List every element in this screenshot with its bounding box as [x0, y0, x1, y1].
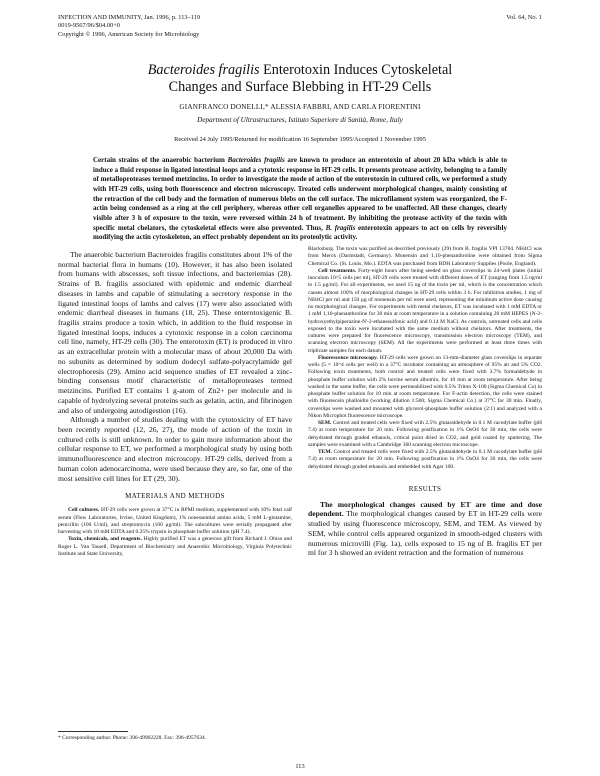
abstract-text-2: are known to produce an enterotoxin of about 20 kDa which is able to induce a fluid response in ligated intestinal loops and a cytotoxic response in HT-29 cells. It presents protease activity, belonging to a family of metalloproteases termed metzincins. In order to investigate the mode of action of the enterotoxin in cultured cells, we performed a study with HT-29 cells, using both fluorescence and electron microscopy. Treated cells underwent morphological changes, mainly consisting of the retraction of the cell body and the formation of numerous blebs on the cell surface. The microfilament system was reorganized, the F-actin being condensed as a ring at the cell periphery, whereas other cell organelles appeared to be unaffected. All these changes, clearly visible after 3 h of exposure to the toxin, were reversed within 24 h of treatment. By inhibiting the protease activity of the toxin with specific metal chelators, the cytoskeletal effects were also prevented. Thus, [93, 156, 507, 232]
issn-line: 0019-9567/96/$04.00+0 [58, 22, 121, 30]
right-column [308, 246, 542, 558]
tem-text: Control and treated cells were fixed with 2.5% glutaraldehyde in 0.1 M cacodylate buffer (pH 7.4) at room temperature for 20 min. Following postfixation in 1% OsO4 for 30 min, the cells were dehydrated through graded ethanols and embedded with Agar 100. [308, 449, 542, 470]
methods-heading: MATERIALS AND METHODS [125, 492, 225, 501]
toxin-head: Toxin, chemicals, and reagents. [68, 536, 142, 543]
abstract-text-3: enterotoxin appears to act on cells by reversibly modifying the actin cytoskeleton, an effect probably dependent on its proteolytic activity. [93, 223, 507, 242]
footnote-rule [58, 731, 128, 732]
cell-cultures-head: Cell cultures. [68, 507, 100, 514]
cell-cultures-text: HT-29 cells were grown at 37°C in RPMI medium, supplemented with 10% fetal calf serum (Flow Laboratories, Irvine, United Kingdom), 1% nonessential amino acids, 5 mM L-glutamine, penicillin (100 U/ml), and streptomycin (100 μg/ml). The subcultures were serially propagated after harvesting with 10 mM EDTA and 0.25% trypsin in phosphate buffer solution (pH 7.4). [58, 507, 293, 535]
volume-line: Vol. 64, No. 1 [506, 14, 542, 21]
results-text: The morphological changes caused by ET in HT-29 cells were studied by using fluorescence microscopy, SEM, and TEM. As viewed by SEM, while control cells appeared organized in smooth-edged clusters with numerous microvilli (Fig. 1a), cells exposed to 15 ng of B. fragilis ET per ml for 3 h showed an evident retraction and the formation of numerous [308, 509, 543, 558]
title-species: Bacteroides fragilis [147, 62, 260, 78]
journal-line: INFECTION AND IMMUNITY, Jan. 1996, p. 113–119 [58, 14, 201, 21]
tem-head: TEM. [318, 449, 332, 455]
cell-treatments-head: Cell treatments. [318, 267, 357, 274]
received-dates: Received 24 July 1995/Returned for modification 16 September 1995/Accepted 1 November 1995 [174, 136, 426, 143]
left-column [58, 250, 292, 558]
sem-paragraph [308, 420, 542, 449]
running-header [58, 14, 542, 39]
abstract-species-2: B. fragilis [325, 223, 356, 232]
author-list: GIANFRANCO DONELLI,* ALESSIA FABBRI, AND CARLA FIORENTINI [179, 103, 421, 111]
sem-head: SEM. [318, 420, 332, 426]
results-heading: RESULTS [408, 484, 442, 493]
cell-treatments-paragraph [308, 268, 542, 355]
continued-paragraph: Blacksburg. The toxin was purified as described previously (29) from B. fragilis VPI 13784. NH4Cl was from Merck (Darmstadt, Germany). Monensin and 1,10-phenanthroline were obtained from Sigma Chemical Co. (St. Louis, Mo.). EDTA was purchased from BDH Laboratory Supplies (Poole, England). [308, 246, 542, 267]
fluorescence-paragraph [308, 355, 542, 420]
toxin-paragraph [58, 536, 292, 558]
results-paragraph [308, 500, 542, 558]
affiliation: Department of Ultrastructures, Istituto Superiore di Sanità, Rome, Italy [197, 116, 403, 124]
abstract [93, 156, 507, 243]
intro-paragraph-2: Although a number of studies dealing with the cytotoxicity of ET have been recently reported (12, 26, 27), the mode of action of the toxin in cultured cells is still unknown. In order to gain more information about the cellular response to ET, we performed a morphological study by using both immunofluorescence and electron microscopy. HT-29 cells, derived from a human colon adenocarcinoma, were used because they are, so far, one of the most sensitive cell lines for ET (29, 30). [58, 415, 292, 483]
tem-paragraph [308, 449, 542, 471]
abstract-text-1: Certain strains of the anaerobic bacterium [93, 156, 228, 164]
copyright-line: Copyright © 1996, American Society for Microbiology [58, 30, 200, 38]
fluorescence-text: HT-29 cells were grown on 13-mm-diameter glass coverslips in separate wells (5 × 10^4 cells per well) in a 37°C incubator containing an atmosphere of 95% air and 5% CO2. Following toxin treatments, both control and treated cells were fixed with 3.7% formaldehyde in phosphate buffer solution with 2% bovine serum albumin, for 10 min at room temperature. After being washed in the same buffer, the cells were permeabilized with 0.5% Triton X-100 (Sigma Chemical Co) in phosphate buffer solution for 10 min at room temperature. For F-actin detection, the cells were stained with fluorescein phalloidin (working dilution 1:500; Sigma Chemical Co.) at 37°C for 30 min. Finally, coverslips were washed and mounted with glycerol-phosphate buffer solution (2:1) and analyzed with a Nikon Microphot fluorescence microscope. [308, 354, 542, 419]
page-number: 113 [295, 763, 305, 770]
cell-cultures-paragraph [58, 507, 292, 536]
abstract-species-1: Bacteroides fragilis [227, 156, 285, 164]
article-title [58, 62, 542, 96]
results-lead: The morphological changes caused by ET are time and dose dependent. [308, 499, 542, 519]
sem-text: Control and treated cells were fixed with 2.5% glutaraldehyde in 0.1 M cacodylate buffer (pH 7.4) at room temperature for 20 min. Following postfixation in 1% OsO4 for 30 min, the cells were dehydrated through graded ethanols, critical point dried in CO2, and gold coated by sputtering. The samples were examined with a Cambridge 360 scanning electron microscope. [308, 420, 543, 448]
title-rest: Enterotoxin Induces Cytoskeletal [263, 62, 453, 78]
cell-treatments-text: Forty-eight hours after being seeded on glass coverslips in 24-well plates (initial inoculum 10^5 cells per ml), HT-29 cells were treated with different doses of ET (ranging from 1.5 ng/ml to 1.5 μg/ml). For all experiments, we used 15 ng of the toxin per ml, which is the concentration which causes almost 100% of morphological changes in HT-29 cells within 3 h. For inhibition studies, 1 mg of NH4Cl per ml and 150 μg of monensin per ml were used, representing the minimum active dose causing no morphological changes. For experiments with metal chelators, ET was incubated with 1 mM EDTA or 1 mM 1,10-phenanthroline for 30 min at room temperature in a solution containing 20 mM HEPES (N-2-hydroxyethylpiperazine-N'-2-ethanesulfonic acid) and 0.14 M NaCl. As controls, untreated cells and cells exposed to the toxin were incubated with the same medium without chelators. After treatments, the cultures were prepared for fluorescence microscopy, transmission electron microscopy (TEM), and scanning electron microscopy (SEM). All the experiments were performed at least three times with triplicate samples for each datum. [308, 267, 543, 354]
intro-paragraph-1: The anaerobic bacterium Bacteroides fragilis constitutes about 1% of the normal bacterial flora in humans (10). However, it has also been isolated from humans with abscesses, soft tissue infections, and bacteriemias (28). Strains of B. fragilis associated with epidemic and endemic diarrheal diseases in lambs and capable of stimulating a secretory response in the ligated intestinal loops of lambs and calves (17) were also associated with endemic diarrheal diseases in humans (18, 25). These enterotoxigenic B. fragilis strains produce a toxin which, in addition to the fluid response in ligated intestinal loops, induces a cytotoxic response in a colon carcinoma cell line, namely, HT-29 cells (30). The enterotoxin (ET) is produced in vitro as an extracellular protein with a molecular mass of about 20,000 Da with no subunits as determined by sodium dodecyl sulfate-polyacrylamide gel electrophoresis (29). Amino acid sequence studies of ET revealed a zinc-binding consensus motif characteristic of metalloproteases termed metzincins. Purified ET contains 1 g-atom of Zn2+ per molecule and is capable of hydrolyzing several proteins such as gelatin, actin, and fibrinogen and also of undergoing autodigestion (16). [58, 250, 292, 415]
title-line-2: Changes and Surface Blebbing in HT-29 Cells [168, 79, 432, 95]
footnote: * Corresponding author. Phone: 396-49902228. Fax: 396-4957634. [58, 735, 207, 741]
fluorescence-head: Fluorescence microscopy. [318, 354, 378, 361]
toxin-text: Highly purified ET was a generous gift from Richard J. Obiso and Roger L. Van Tassell, Department of Biochemistry and Anaerobic Microbiology, Virginia Polytechnic Institute and State University, [58, 536, 292, 557]
